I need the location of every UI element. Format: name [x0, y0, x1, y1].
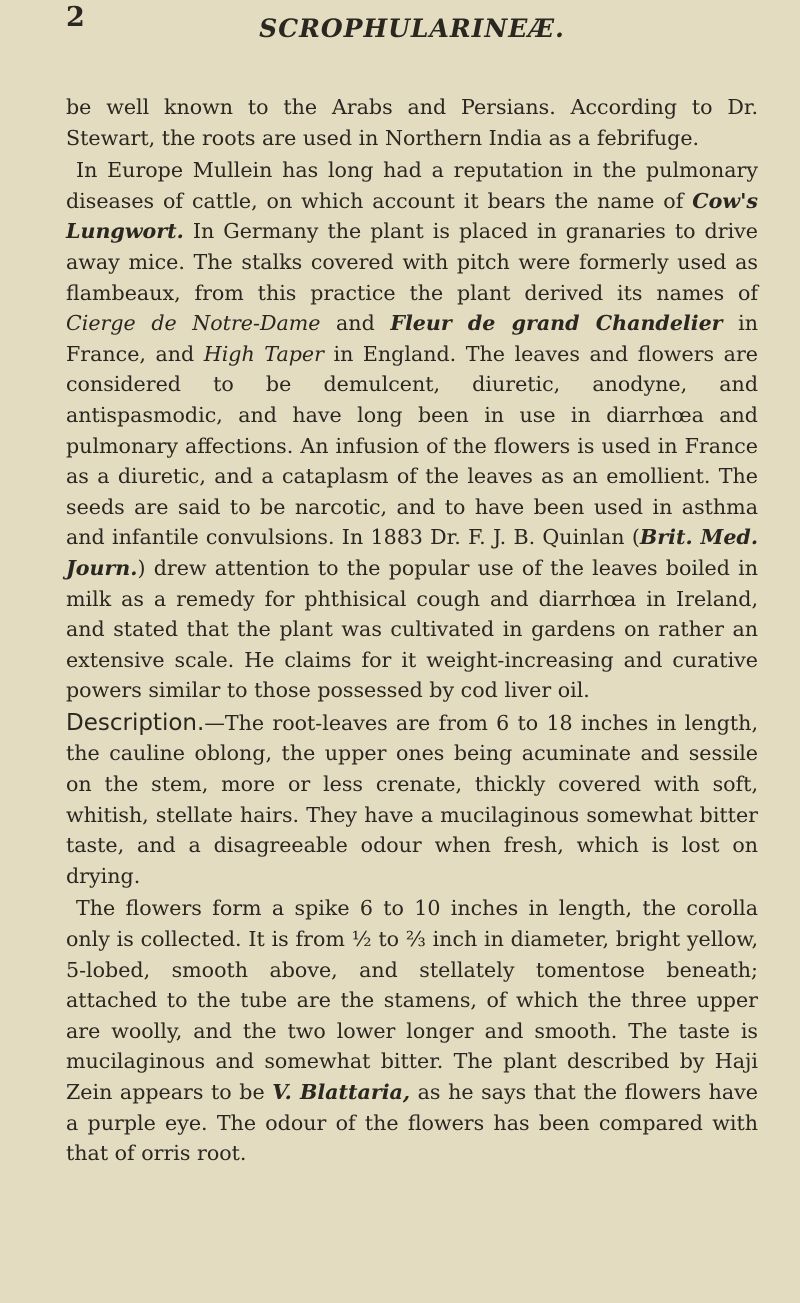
text-run: In Germany the plant is placed in granaries to drive away mice. The stalks covered with pitch were formerly used as flambeaux, from this practice the plant derived its names of — [66, 219, 758, 305]
paragraph-mullein-europe — [66, 155, 758, 706]
text-run: —The root-leaves are from 6 to 18 inches in length, the cauline oblong, the upper ones being acuminate and sessile on the stem, more or less crenate, thickly covered with soft, whitish, stellate hairs. They have a mucilaginous somewhat bitter taste, and a disagreeable odour when fresh, which is lost on drying. — [66, 710, 758, 888]
text-run: as he says that the flowers have a purple eye. The odour of the flowers has been compared with that of orris root. — [66, 1080, 758, 1166]
paragraph-arabs-persians — [66, 92, 758, 153]
italic-term: Fleur de grand Chandelier — [390, 311, 723, 336]
italic-term: High Taper — [203, 341, 324, 366]
text-run: and — [320, 311, 391, 336]
running-title: SCROPHULARINEÆ. — [259, 14, 565, 43]
italic-term: Cow's Lungwort. — [66, 188, 758, 244]
text-run: in France, and — [66, 311, 758, 366]
text-run: be well known to the Arabs and Persians. According to Dr. Stewart, the roots are used in Northern India as a febrifuge. — [66, 95, 758, 150]
paragraph-flowers — [66, 893, 758, 1168]
text-run: The flowers form a spike 6 to 10 inches in length, the corolla only is collected. It is from ½ to ⅔ inch in diameter, bright yellow, 5-lobed, smooth above, and stellately tomentose beneath; attached to the tube are the stamens, of which the three upper are woolly, and the two lower longer and smooth. The taste is mucilaginous and somewhat bitter. The plant described by Haji Zein appears to be — [66, 896, 758, 1104]
italic-term: Cierge de Notre-Dame — [66, 311, 321, 336]
body-text — [66, 92, 758, 1169]
italic-citation: Brit. Med. Journ. — [66, 525, 758, 580]
text-run: in England. The leaves and flowers are considered to be demulcent, diuretic, anodyne, and antispasmodic, and have long been in use in diarrhœa and pulmonary affections. An infusion of the flowers is used in France as a diuretic, and a cataplasm of the leaves as an emollient. The seeds are said to be narcotic, and to have been used in asthma and infantile convulsions. In 1883 Dr. F. J. B. Quinlan ( — [66, 341, 758, 550]
page-header — [66, 0, 758, 92]
page-number: 2 — [66, 2, 85, 33]
text-run: ) drew attention to the popular use of the leaves boiled in milk as a remedy for phthisical cough and diarrhœa in Ireland, and stated that the plant was cultivated in gardens on rather an extensive scale. He claims for it weight-increasing and curative powers similar to those possessed by cod liver oil. — [66, 555, 758, 703]
text-run: In Europe Mullein has long had a reputation in the pulmonary diseases of cattle, on which account it bears the name of — [66, 158, 758, 213]
paragraph-description — [66, 708, 758, 892]
section-heading: Description. — [66, 709, 205, 736]
italic-term: V. Blattaria, — [272, 1080, 411, 1104]
